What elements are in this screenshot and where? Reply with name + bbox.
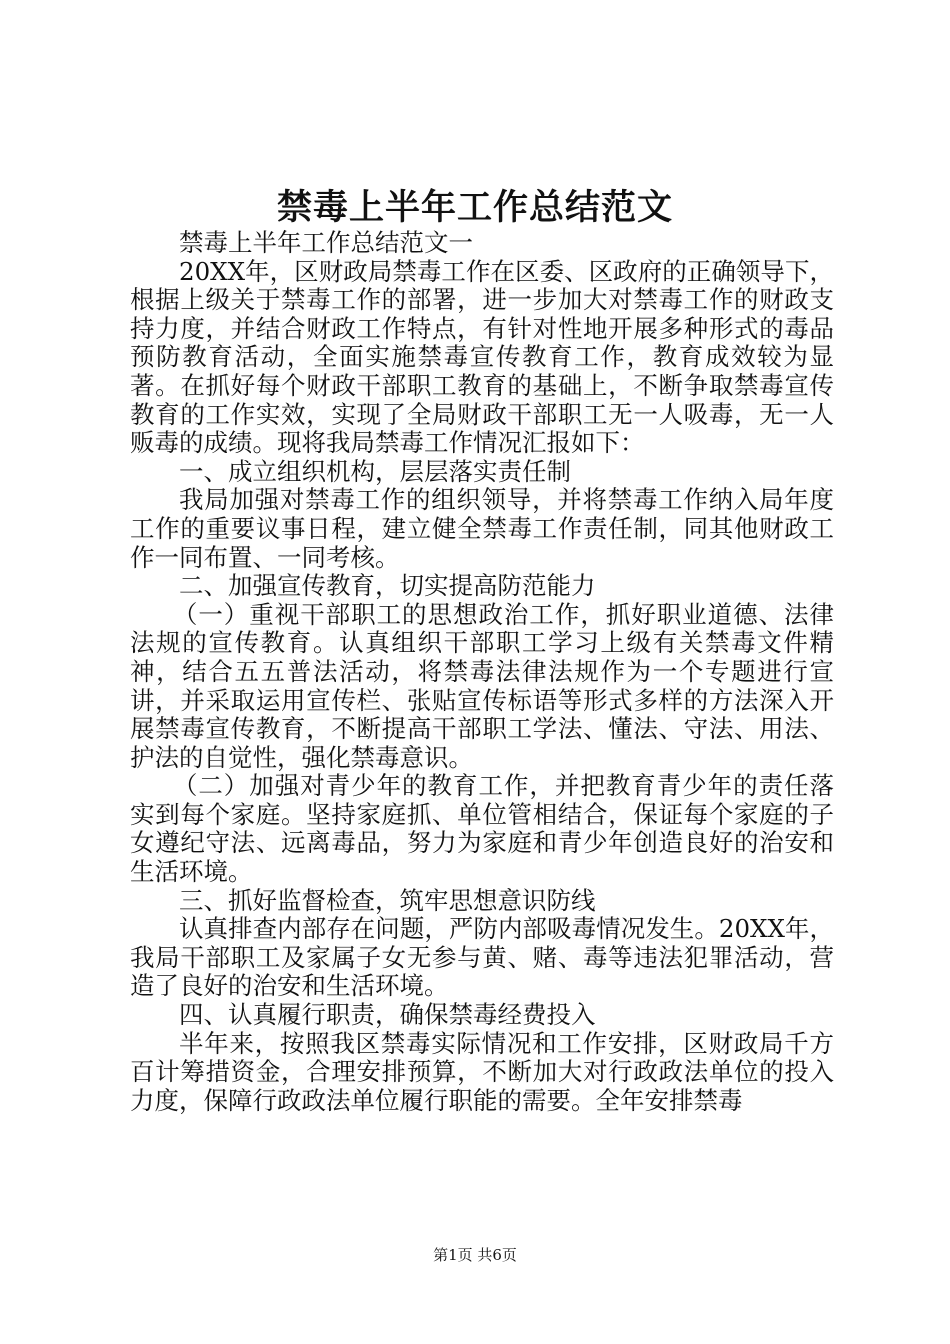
page-number-footer: 第1页 共6页: [433, 1246, 517, 1264]
paragraph-section-2-item-1: （一）重视干部职工的思想政治工作，抓好职业道德、法律法规的宣传教育。认真组织干部职工学习上级有关禁毒文件精神，结合五五普法活动，将禁毒法律法规作为一个专题进行宣讲，并采取运用宣传栏、张贴宣传标语等形式多样的方法深入开展禁毒宣传教育，不断提高干部职工学法、懂法、守法、用法、护法的自觉性，强化禁毒意识。: [130, 599, 834, 772]
section-heading-4: 四、认真履行职责，确保禁毒经费投入: [179, 1000, 596, 1030]
section-heading-3: 三、抓好监督检查，筑牢思想意识防线: [179, 885, 596, 915]
paragraph-section-1: 我局加强对禁毒工作的组织领导，并将禁毒工作纳入局年度工作的重要议事日程，建立健全禁毒工作责任制，同其他财政工作一同布置、一同考核。: [130, 485, 834, 572]
document-title: 禁毒上半年工作总结范文: [276, 188, 673, 228]
paragraph-section-2-item-2: （二）加强对青少年的教育工作，并把教育青少年的责任落实到每个家庭。坚持家庭抓、单位管相结合，保证每个家庭的子女遵纪守法、远离毒品，努力为家庭和青少年创造良好的治安和生活环境。: [130, 771, 834, 887]
paragraph-subtitle: 禁毒上半年工作总结范文一: [179, 228, 473, 257]
paragraph-intro: 20XX年，区财政局禁毒工作在区委、区政府的正确领导下，根据上级关于禁毒工作的部署，进一步加大对禁毒工作的财政支持力度，并结合财政工作特点，有针对性地开展多种形式的毒品预防教育活动，全面实施禁毒宣传教育工作，教育成效较为显著。在抓好每个财政干部职工教育的基础上，不断争取禁毒宣传教育的工作实效，实现了全局财政干部职工无一人吸毒，无一人贩毒的成绩。现将我局禁毒工作情况汇报如下：: [130, 256, 834, 458]
section-heading-1: 一、成立组织机构，层层落实责任制: [179, 456, 571, 486]
paragraph-section-4: 半年来，按照我区禁毒实际情况和工作安排，区财政局千方百计筹措资金，合理安排预算，不断加大对行政政法单位的投入力度，保障行政政法单位履行职能的需要。全年安排禁毒: [130, 1028, 834, 1115]
document-body: [130, 229, 834, 1115]
section-heading-2: 二、加强宣传教育，切实提高防范能力: [179, 571, 596, 601]
paragraph-section-3: 认真排查内部存在问题，严防内部吸毒情况发生。20XX年，我局干部职工及家属子女无参与黄、赌、毒等违法犯罪活动，营造了良好的治安和生活环境。: [130, 914, 834, 1001]
